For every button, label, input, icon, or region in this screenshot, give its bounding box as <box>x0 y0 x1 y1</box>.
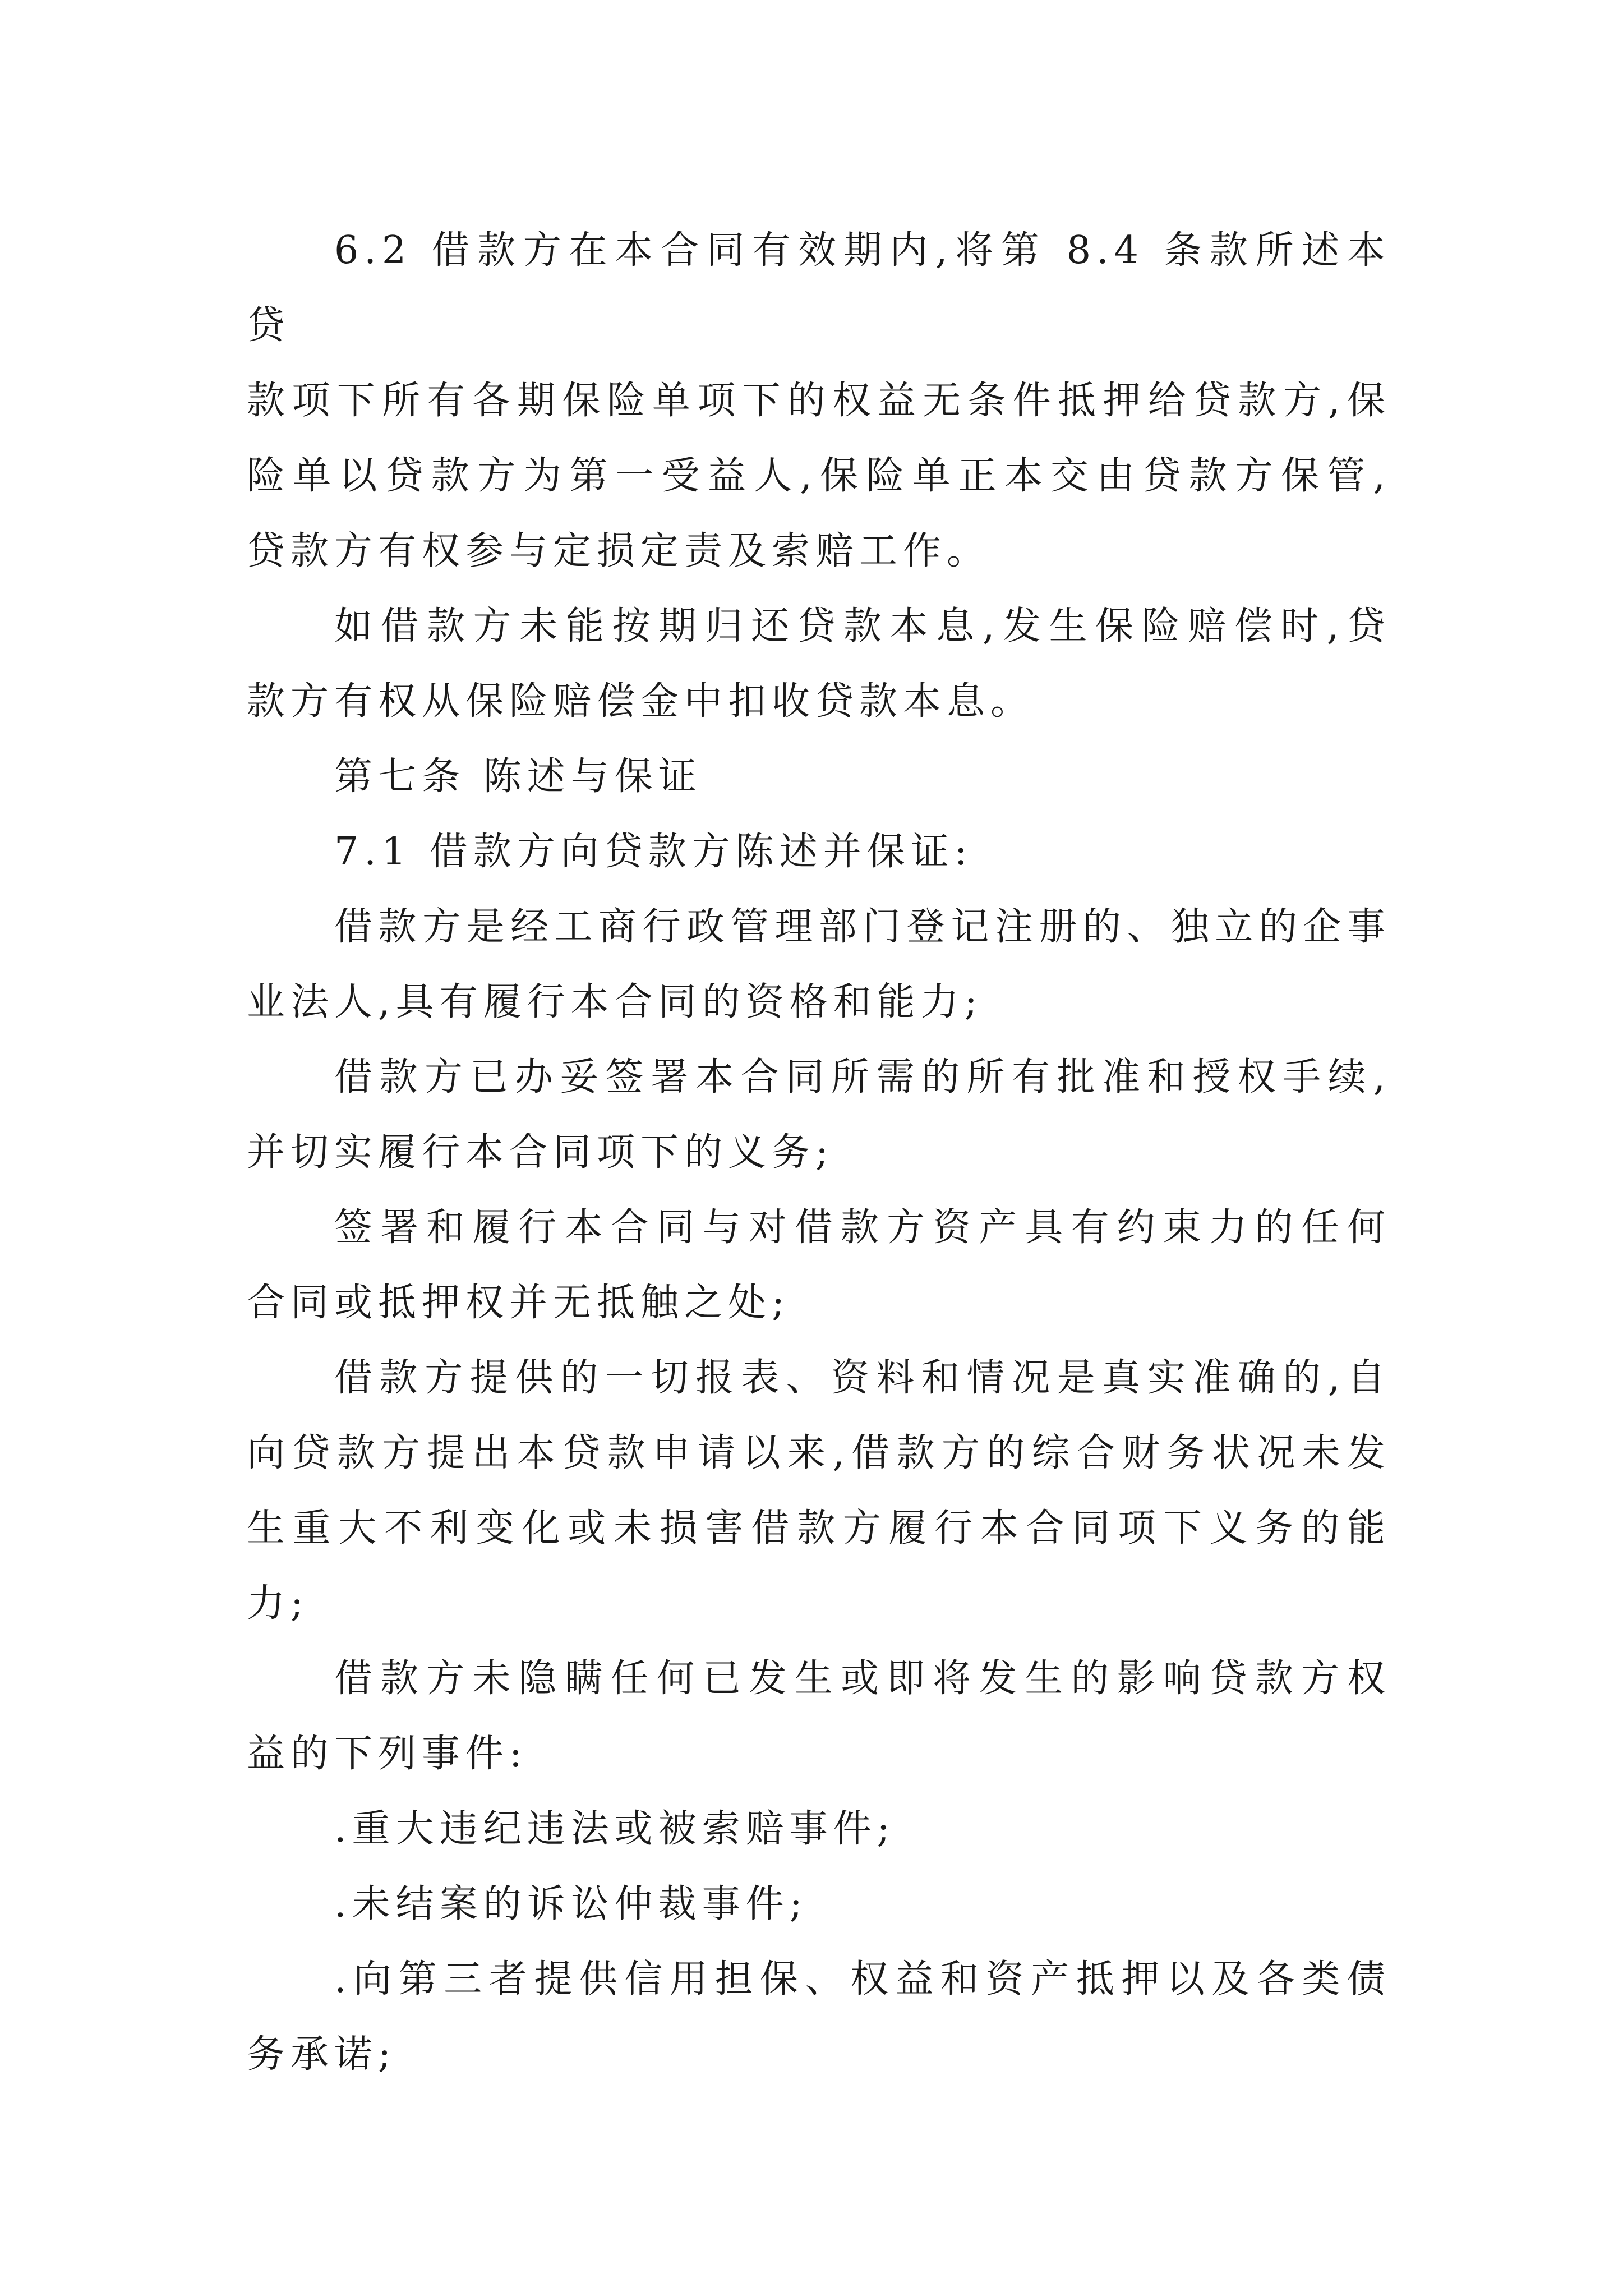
paragraph-7-1 <box>247 815 1391 890</box>
list-item: .未结案的诉讼仲裁事件; <box>334 1882 808 1926</box>
text-line: 款方有权从保险赔偿金中扣收贷款本息。 <box>247 679 1035 724</box>
text-line: 借款方提供的一切报表、资料和情况是真实准确的,自 <box>334 1356 1391 1400</box>
text-line: 合同或抵押权并无抵触之处; <box>247 1281 790 1325</box>
paragraph-no-conflict <box>247 1190 1391 1341</box>
paragraph-insurance-compensation <box>247 589 1391 739</box>
text-line: 7.1 借款方向贷款方陈述并保证: <box>334 830 973 874</box>
text-line: 务承诺; <box>247 2032 396 2077</box>
text-line: 6.2 借款方在本合同有效期内,将第 8.4 条款所述本贷 <box>247 228 1391 348</box>
paragraph-approvals <box>247 1040 1391 1190</box>
list-item: .向第三者提供信用担保、权益和资产抵押以及各类债 <box>334 1957 1391 2001</box>
list-item-guarantees <box>247 1942 1391 2092</box>
text-line: 生重大不利变化或未损害借款方履行本合同项下义务的能 <box>247 1506 1391 1550</box>
text-line: 借款方未隐瞒任何已发生或即将发生的影响贷款方权 <box>334 1657 1391 1701</box>
paragraph-no-concealment <box>247 1641 1391 1792</box>
text-line: 险单以贷款方为第一受益人,保险单正本交由贷款方保管, <box>247 454 1391 498</box>
text-line: 贷款方有权参与定损定责及索赔工作。 <box>247 529 991 573</box>
paragraph-accurate-information <box>247 1341 1391 1641</box>
text-line: 益的下列事件: <box>247 1732 528 1776</box>
text-line: 并切实履行本合同项下的义务; <box>247 1130 834 1175</box>
paragraph-legal-entity <box>247 890 1391 1040</box>
text-line: 签署和履行本合同与对借款方资产具有约束力的任何 <box>334 1205 1391 1250</box>
text-line: 力; <box>247 1581 309 1626</box>
list-item-litigation <box>247 1867 1391 1942</box>
paragraph-6-2 <box>247 213 1391 589</box>
document-body <box>247 213 1391 2092</box>
text-line: 借款方是经工商行政管理部门登记注册的、独立的企事 <box>334 905 1391 949</box>
section-heading: 第七条 陈述与保证 <box>334 754 702 799</box>
text-line: 向贷款方提出本贷款申请以来,借款方的综合财务状况未发 <box>247 1431 1391 1475</box>
text-line: 借款方已办妥签署本合同所需的所有批准和授权手续, <box>334 1055 1391 1099</box>
list-item-violations <box>247 1792 1391 1867</box>
section-heading-article-7 <box>247 739 1391 815</box>
text-line: 如借款方未能按期归还贷款本息,发生保险赔偿时,贷 <box>334 604 1391 648</box>
text-line: 款项下所有各期保险单项下的权益无条件抵押给贷款方,保 <box>247 379 1391 423</box>
text-line: 业法人,具有履行本合同的资格和能力; <box>247 980 983 1024</box>
list-item: .重大违纪违法或被索赔事件; <box>334 1807 896 1851</box>
